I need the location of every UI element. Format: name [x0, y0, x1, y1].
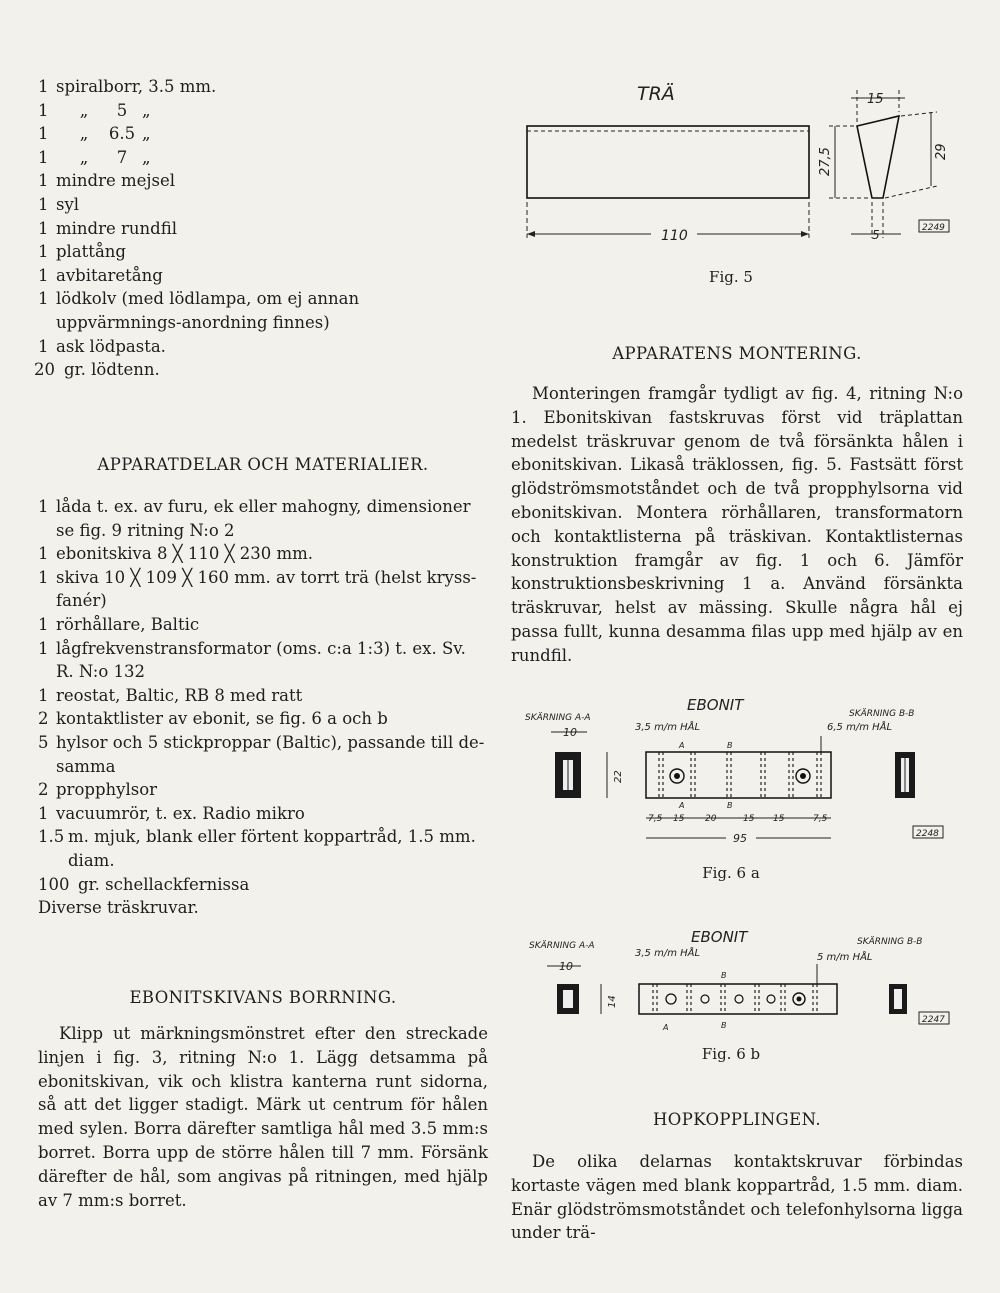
fig5-left-dimension: 27,5 — [818, 147, 833, 176]
list-item: 5 hylsor och 5 stickproppar (Baltic), passande till de-samma — [38, 732, 485, 776]
fig6b-section-a-label: SKÄRNING A-A — [529, 941, 595, 951]
list-item: 1 vacuumrör, t. ex. Radio mikro — [38, 803, 305, 823]
fig6a-label-a-top: A — [679, 741, 685, 750]
fig6b-height-dimension: 14 — [607, 995, 618, 1008]
fig6b-label-b-bottom: B — [721, 1021, 727, 1030]
tool-list — [34, 75, 488, 382]
fig6a-width-dimension: 10 — [563, 726, 577, 739]
fig6a-dim-1: 7,5 — [648, 814, 663, 824]
list-item: 1 rörhållare, Baltic — [38, 614, 200, 634]
fig6b-width-dimension: 10 — [559, 960, 573, 973]
list-item: Diverse träskruvar. — [38, 898, 199, 918]
fig5-caption: Fig. 5 — [709, 268, 753, 286]
fig6b-hole-label-left: 3,5 m/m HÅL — [635, 948, 701, 959]
fig5-length-dimension: 110 — [661, 228, 688, 244]
fig6b-hole-label-right: 5 m/m HÅL — [817, 952, 873, 963]
list-item: 1 ebonitskiva 8 ╳ 110 ╳ 230 mm. — [38, 544, 314, 564]
drilling-heading: EBONITSKIVANS BORRNING. — [129, 988, 397, 1007]
drilling-paragraph: Klipp ut märkningsmönstret efter den streckade linjen i fig. 3, ritning N:o 1. Lägg detsamma på ebonitskivan, vik och klistra kanterna runt sidorna, så att det ligger stadigt. Märk ut centrum för hålen med sylen. Borra därefter samtliga hål med 3.5 mm:s borret. Borra upp de större hålen till 7 mm. Försänk därefter de hål, som angivas på ritningen, med hjälp av 7 mm:s borret. — [38, 1024, 488, 1210]
fig6a-dim-4: 15 — [743, 814, 755, 824]
list-item: 1 ask lödpasta. — [38, 336, 166, 356]
coupling-paragraph: De olika delarnas kontaktskruvar förbindas kortaste vägen med blank koppartråd, 1.5 mm. diam. Enär glödströmsmotståndet och telefonhylsorna ligga under trä- — [511, 1152, 963, 1243]
list-item: 1 lågfrekvenstransformator (oms. c:a 1:3) t. ex. Sv. R. N:o 132 — [38, 638, 466, 682]
list-item: 1 låda t. ex. av furu, ek eller mahogny, dimensioner se fig. 9 ritning N:o 2 — [38, 497, 471, 540]
fig6a-caption: Fig. 6 a — [702, 864, 760, 882]
fig6a-hole-label-left: 3,5 m/m HÅL — [635, 722, 701, 733]
materials-heading: APPARATDELAR OCH MATERIALIER. — [97, 455, 429, 474]
fig5-drawing — [511, 78, 963, 244]
fig6b-ref-number: 2247 — [922, 1015, 945, 1025]
list-item: 1 mindre rundfil — [38, 218, 177, 238]
list-item: 1 „ 5 „ — [38, 100, 151, 120]
fig6a-label-b-top: B — [727, 741, 733, 750]
mounting-paragraph: Monteringen framgår tydligt av fig. 4, ritning N:o 1. Ebonitskivan fastskruvas först vid träplattan medelst träskruvar genom de två försänkta hålen i ebonitskivan. Likaså träklossen, fig. 5. Fastsätt först glödströmsmotståndet och de två propphylsorna vid ebonitskivan. Montera rörhållaren, transformatorn och kontaktlisterna på träskivan. Kontaktlisternas konstruktion framgår av fig. 1 och 6. Jämför konstruktionsbeskrivning 1 a. Använd försänkta träskruvar, helst av mässing. Skulle några hål ej passa fullt, kunna desamma filas upp med hjälp av en rundfil. — [511, 384, 963, 665]
fig6a-dim-6: 7,5 — [813, 814, 828, 824]
fig6a-section-a-label: SKÄRNING A-A — [525, 713, 591, 723]
fig6b-label-a-bottom: A — [663, 1023, 669, 1032]
fig6a-label-b-bottom: B — [727, 801, 733, 810]
list-item: 100 gr. schellackfernissa — [38, 874, 250, 894]
list-item: 1 spiralborr, 3.5 mm. — [38, 77, 217, 96]
fig5-right-dimension: 29 — [934, 143, 949, 160]
fig6a-total-dimension: 95 — [733, 832, 747, 845]
list-item: 1 reostat, Baltic, RB 8 med ratt — [38, 685, 303, 705]
fig6b-title: EBONIT — [691, 928, 748, 946]
fig5-ref-number: 2249 — [922, 223, 945, 233]
list-item: 1 syl — [38, 194, 80, 214]
fig6a-label-a-bottom: A — [679, 801, 685, 810]
list-item: 1 skiva 10 ╳ 109 ╳ 160 mm. av torrt trä (helst kryss-fanér) — [38, 567, 477, 611]
fig6a-dim-2: 15 — [673, 814, 685, 824]
mounting-heading: APPARATENS MONTERING. — [612, 344, 862, 363]
fig5-top-dimension: 15 — [867, 92, 884, 107]
list-item: 1 lödkolv (med lödlampa, om ej annan uppvärmnings-anordning finnes) — [38, 289, 360, 332]
list-item: 1 „ 6.5 „ — [38, 124, 151, 144]
fig6b-label-b-top: B — [721, 971, 727, 980]
list-item: 1.5 m. mjuk, blank eller förtent koppartråd, 1.5 mm. diam. — [38, 827, 476, 870]
list-item: 1 plattång — [38, 242, 126, 262]
fig6a-title: EBONIT — [687, 696, 744, 714]
fig6b-caption: Fig. 6 b — [701, 1045, 761, 1063]
list-item: 1 „ 7 „ — [38, 147, 151, 167]
fig6a-dim-5: 15 — [773, 814, 785, 824]
fig5-title: TRÄ — [637, 83, 675, 105]
coupling-heading: HOPKOPPLINGEN. — [653, 1110, 821, 1129]
fig6a-section-b-label: SKÄRNING B-B — [849, 709, 915, 719]
fig5-bottom-dimension: 5 — [872, 228, 880, 242]
fig6a-dim-3: 20 — [705, 814, 717, 824]
list-item: 2 kontaktlister av ebonit, se fig. 6 a och b — [38, 709, 388, 729]
materials-list — [38, 495, 488, 920]
fig6b-section-b-label: SKÄRNING B-B — [857, 937, 923, 947]
list-item: 1 avbitaretång — [38, 265, 163, 285]
list-item: 2 propphylsor — [38, 780, 158, 800]
list-item: 20 gr. lödtenn. — [34, 360, 160, 380]
fig6a-drawing — [511, 692, 963, 845]
fig6a-hole-label-right: 6,5 m/m HÅL — [827, 722, 893, 733]
fig6a-height-dimension: 22 — [613, 770, 624, 783]
list-item: 1 mindre mejsel — [38, 171, 176, 191]
fig6b-drawing — [511, 926, 963, 1036]
fig6a-ref-number: 2248 — [916, 829, 939, 839]
